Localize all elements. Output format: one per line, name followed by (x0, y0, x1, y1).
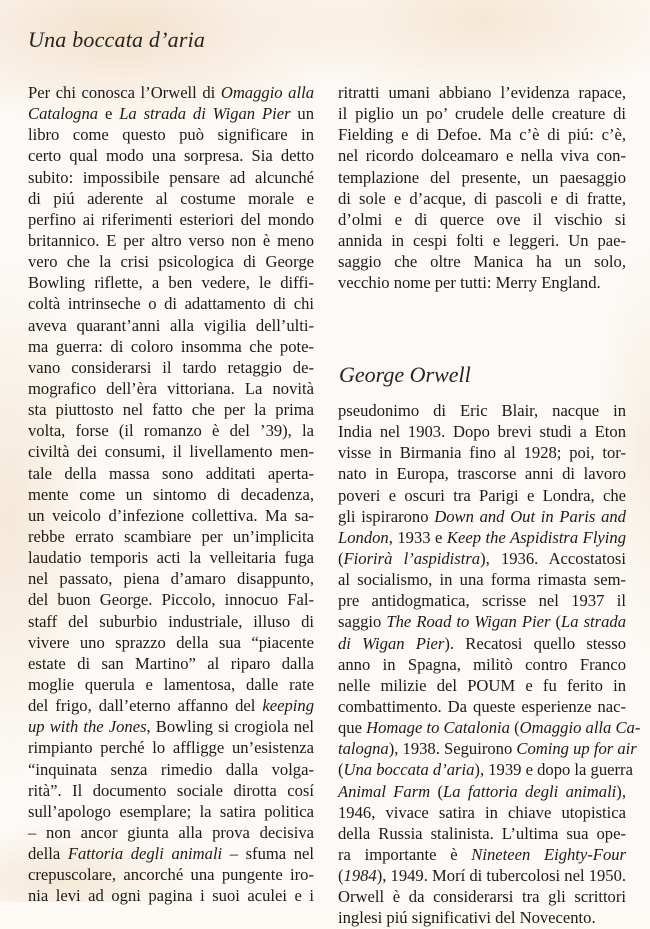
text-line (28, 801, 314, 822)
text-line (338, 167, 626, 188)
italic-title-text: Keep the Aspidistra Flying (446, 527, 626, 547)
italic-title-text: Omaggio alla Ca- (519, 718, 641, 738)
text-run: ritratti umani abbiano l’evidenza rapace, (338, 83, 626, 102)
text-line (28, 251, 314, 272)
text-run: ( (550, 612, 561, 632)
text-run: anno in Spagna, militò contro Franco (338, 654, 626, 674)
text-run: d’olmi e di querce ove il vischio si (338, 209, 626, 229)
text-line (28, 568, 314, 589)
text-run: 1946, vivace satira in chiave utopistica (338, 802, 626, 822)
author-heading: George Orwell (339, 362, 471, 387)
text-line (28, 843, 314, 864)
text-line (338, 506, 626, 527)
text-run: crepuscolare, ancorché una pungente iro- (28, 865, 314, 885)
text-run: , Bowling si crogiola nel (146, 717, 314, 737)
text-line (28, 399, 314, 420)
italic-title-text: La strada di Wigan Pier (119, 104, 291, 124)
text-line (28, 103, 314, 124)
text-line (338, 145, 626, 166)
italic-title-text: 1984 (343, 866, 377, 886)
text-run: “inquinata senza rimedio dalla volga- (28, 759, 314, 779)
text-line (28, 822, 314, 843)
text-run: perfino ai riferimenti esteriori del mondo (28, 209, 314, 229)
text-run: saggio (338, 612, 387, 632)
text-run: vivere uno sprazzo della sua “piacente (28, 632, 314, 652)
synopsis-column-left (28, 82, 314, 906)
text-line (28, 632, 314, 653)
text-run: e (98, 104, 120, 124)
text-line (338, 569, 626, 590)
text-run: nia levi ad ogni pagina i suoi aculei e i (28, 886, 314, 906)
text-run: templazione del presente, un paesaggio (338, 167, 626, 187)
text-run: , 1933 e (388, 527, 447, 547)
text-line (338, 696, 626, 717)
text-run: ), (616, 781, 626, 801)
italic-title-text: up with the Jones (28, 717, 147, 737)
text-run: Bowling riflette, a ben vedere, le diffi- (28, 273, 314, 293)
italic-title-text: Catalogna (28, 104, 99, 124)
text-run: un (290, 104, 314, 124)
text-line (338, 844, 626, 865)
text-run: subito: impossibile pensare ad alcunché (28, 167, 314, 187)
text-line (338, 485, 626, 506)
text-line (28, 378, 314, 399)
text-run: pre antidogmatica, scrisse nel 1937 il (338, 591, 626, 611)
text-line (28, 230, 314, 251)
text-run: – sfuma nel (222, 844, 314, 864)
text-run: certo qual modo una sorpresa. Sia detto (28, 146, 314, 166)
text-line (338, 590, 626, 611)
text-run: del buon George. Piccolo, innocuo Fal- (28, 590, 314, 610)
text-run: ), 1936. Accostatosi (480, 548, 626, 568)
italic-title-text: Homage to Catalonia (366, 718, 510, 738)
text-line (28, 695, 314, 716)
text-run: rità”. Il documento sociale dirotta cosí (28, 780, 314, 800)
text-run: il piglio un po’ crudele delle creature di (338, 104, 626, 124)
text-run: ), 1949. Morí di tubercolosi nel 1950. (376, 866, 627, 886)
text-run: visse in Birmania fino al 1928; poi, tor- (338, 443, 626, 463)
text-line (28, 315, 314, 336)
synopsis-column-right (338, 82, 626, 293)
text-run: nel passato, piena d’amaro disappunto, (28, 569, 314, 589)
book-title: Una boccata d’aria (28, 27, 206, 52)
text-line (28, 188, 314, 209)
text-run: poveri e oscuri tra Parigi e Londra, che (338, 485, 626, 505)
italic-title-text: La strada (561, 612, 626, 632)
text-line (338, 188, 626, 209)
text-run: rebbe errato scambiare per un’implicita (28, 526, 314, 546)
italic-title-text: Down and Out in Paris and (434, 506, 626, 526)
text-line (338, 907, 626, 928)
italic-title-text: La fattoria degli animali (443, 781, 617, 801)
text-line (28, 357, 314, 378)
italic-title-text: Animal Farm (338, 781, 431, 801)
text-line (28, 272, 314, 293)
text-run: mente come un sintomo di decadenza, (28, 484, 314, 504)
text-line (338, 251, 626, 272)
text-run: ), 1938. Seguirono (388, 739, 517, 759)
text-run: ra importante è (338, 844, 472, 864)
text-line (338, 675, 626, 696)
italic-title-text: Fattoria degli animali (67, 844, 223, 864)
text-run: Fielding e di Defoe. Ma c’è di piú: c’è, (338, 125, 626, 145)
text-line (28, 145, 314, 166)
text-run: nel ricordo dolceamaro e nella viva con- (338, 146, 626, 166)
text-line (338, 272, 626, 293)
text-run: annida in cespi folti e leggeri. Un pae- (338, 230, 626, 250)
text-line (338, 611, 626, 632)
text-line (28, 653, 314, 674)
text-line (28, 420, 314, 441)
italic-title-text: The Road to Wigan Pier (386, 612, 551, 632)
text-line (338, 886, 626, 907)
text-line (28, 864, 314, 885)
text-run: libro come questo può significare in (28, 125, 314, 145)
text-line (338, 103, 626, 124)
text-run: della Russia stalinista. L’ultima sua ope- (338, 823, 626, 843)
text-run: sta piuttosto nel fatto che per la prima (28, 400, 314, 420)
text-line (338, 400, 626, 421)
text-run: ). Recatosi quello stesso (444, 633, 626, 653)
text-run: vero che la crisi psicologica di George (28, 252, 314, 272)
italic-title-text: Omaggio alla (220, 83, 314, 102)
text-line (338, 124, 626, 145)
text-run: India nel 1903. Dopo brevi studi a Eton (338, 422, 626, 442)
text-line (28, 293, 314, 314)
text-run: ( (338, 866, 344, 886)
text-run: estate di san Martino” al riparo dalla (28, 653, 314, 673)
text-line (28, 209, 314, 230)
text-run: inglesi piú significativi del Novecento. (338, 908, 596, 928)
text-line (338, 738, 637, 759)
text-line (338, 759, 633, 780)
author-biography (338, 400, 641, 929)
text-run: pseudonimo di Eric Blair, nacque in (338, 401, 626, 420)
text-line (338, 442, 626, 463)
italic-title-text: London (338, 527, 389, 547)
text-run: vecchio nome per tutti: Merry England. (338, 273, 601, 293)
text-line (338, 802, 626, 823)
text-line (28, 589, 314, 610)
text-line (28, 463, 314, 484)
italic-title-text: talogna (338, 739, 389, 759)
text-run: coltà intrinseche o di adattamento di chi (28, 294, 314, 314)
text-line (338, 633, 626, 654)
text-line (28, 759, 314, 780)
text-run: civiltà dei consumi, il livellamento men- (28, 442, 314, 462)
text-line (338, 463, 626, 484)
italic-title-text: Nineteen Eighty-Four (471, 844, 626, 864)
text-run: nato in Europa, trascorse anni di lavoro (338, 464, 626, 484)
text-run: volta, forse (il romanzo è del ’39), la (28, 421, 314, 441)
text-run: ( (509, 718, 520, 738)
text-run: rimpianto perché lo affligge un’esistenza (28, 738, 314, 758)
text-line (338, 527, 626, 548)
text-line (28, 484, 314, 505)
text-line (28, 547, 314, 568)
text-run: ma guerra: di coloro insomma che pote- (28, 336, 314, 356)
text-line (28, 167, 314, 188)
text-run: ( (338, 548, 344, 568)
text-run: tale della massa sono additati aperta- (28, 463, 314, 483)
text-run: un veicolo d’infezione collettiva. Ma sa- (28, 505, 314, 525)
text-run: staff del suburbio industriale, illuso di (28, 611, 314, 631)
text-run: Per chi conosca l’Orwell di (28, 83, 221, 102)
text-run: ( (338, 760, 344, 780)
text-line (28, 441, 314, 462)
text-line (338, 209, 626, 230)
italic-title-text: Coming up for air (516, 739, 637, 759)
italic-title-text: di Wigan Pier (338, 633, 445, 653)
text-run: britannico. E per altro verso non è meno (28, 230, 314, 250)
text-line (338, 823, 626, 844)
text-run: que (338, 718, 367, 738)
text-line (28, 336, 314, 357)
text-line (28, 674, 314, 695)
text-run: saggio che oltre Manica ha un solo, (338, 252, 626, 272)
text-run: di sole e d’acque, di pascoli e di fratte, (338, 188, 626, 208)
text-line (28, 124, 314, 145)
text-run: – non ancor giunta alla prova decisiva (28, 822, 314, 842)
text-line (338, 717, 641, 738)
italic-title-text: Fiorirà l’aspidistra (343, 548, 481, 568)
text-line (338, 654, 626, 675)
text-run: ), 1939 e dopo la guerra (474, 760, 633, 780)
text-line (28, 885, 314, 906)
text-run: al socialismo, in una forma rimasta sem- (338, 570, 626, 590)
text-line (338, 865, 626, 886)
text-run: laudatio temporis acti la velleitaria fuga (28, 548, 314, 568)
text-line (338, 421, 626, 442)
text-line (28, 526, 314, 547)
text-run: della (28, 844, 68, 864)
text-run: di piú aderente al costume morale e (28, 188, 314, 208)
text-line (28, 780, 314, 801)
text-run: Orwell è da considerarsi tra gli scrittori (338, 887, 626, 907)
italic-title-text: keeping (262, 696, 314, 716)
text-run: ( (430, 781, 444, 801)
text-line (28, 737, 314, 758)
text-line (28, 505, 314, 526)
text-run: aveva quarant’anni alla vigilia dell’ulti- (28, 315, 314, 335)
text-run: gli ispirarono (338, 506, 435, 526)
text-run: sull’apologo esemplare; la satira politica (28, 801, 314, 821)
text-run: nelle milizie del POUM e fu ferito in (338, 675, 626, 695)
text-line (28, 82, 314, 103)
text-run: vano considerarsi il tardo retaggio de- (28, 357, 314, 377)
text-line (338, 781, 626, 802)
text-run: del frigo, dall’eterno affanno del (28, 696, 263, 716)
text-line (338, 82, 626, 103)
text-run: mografico dell’èra vittoriana. La novità (28, 378, 314, 398)
text-line (28, 611, 314, 632)
text-line (338, 230, 626, 251)
italic-title-text: Una boccata d’aria (343, 760, 475, 780)
text-run: combattimento. Da queste esperienze nac- (338, 696, 626, 716)
text-line (338, 548, 626, 569)
text-run: moglie querula e lamentosa, dalle rate (28, 674, 314, 694)
text-line (28, 716, 314, 737)
